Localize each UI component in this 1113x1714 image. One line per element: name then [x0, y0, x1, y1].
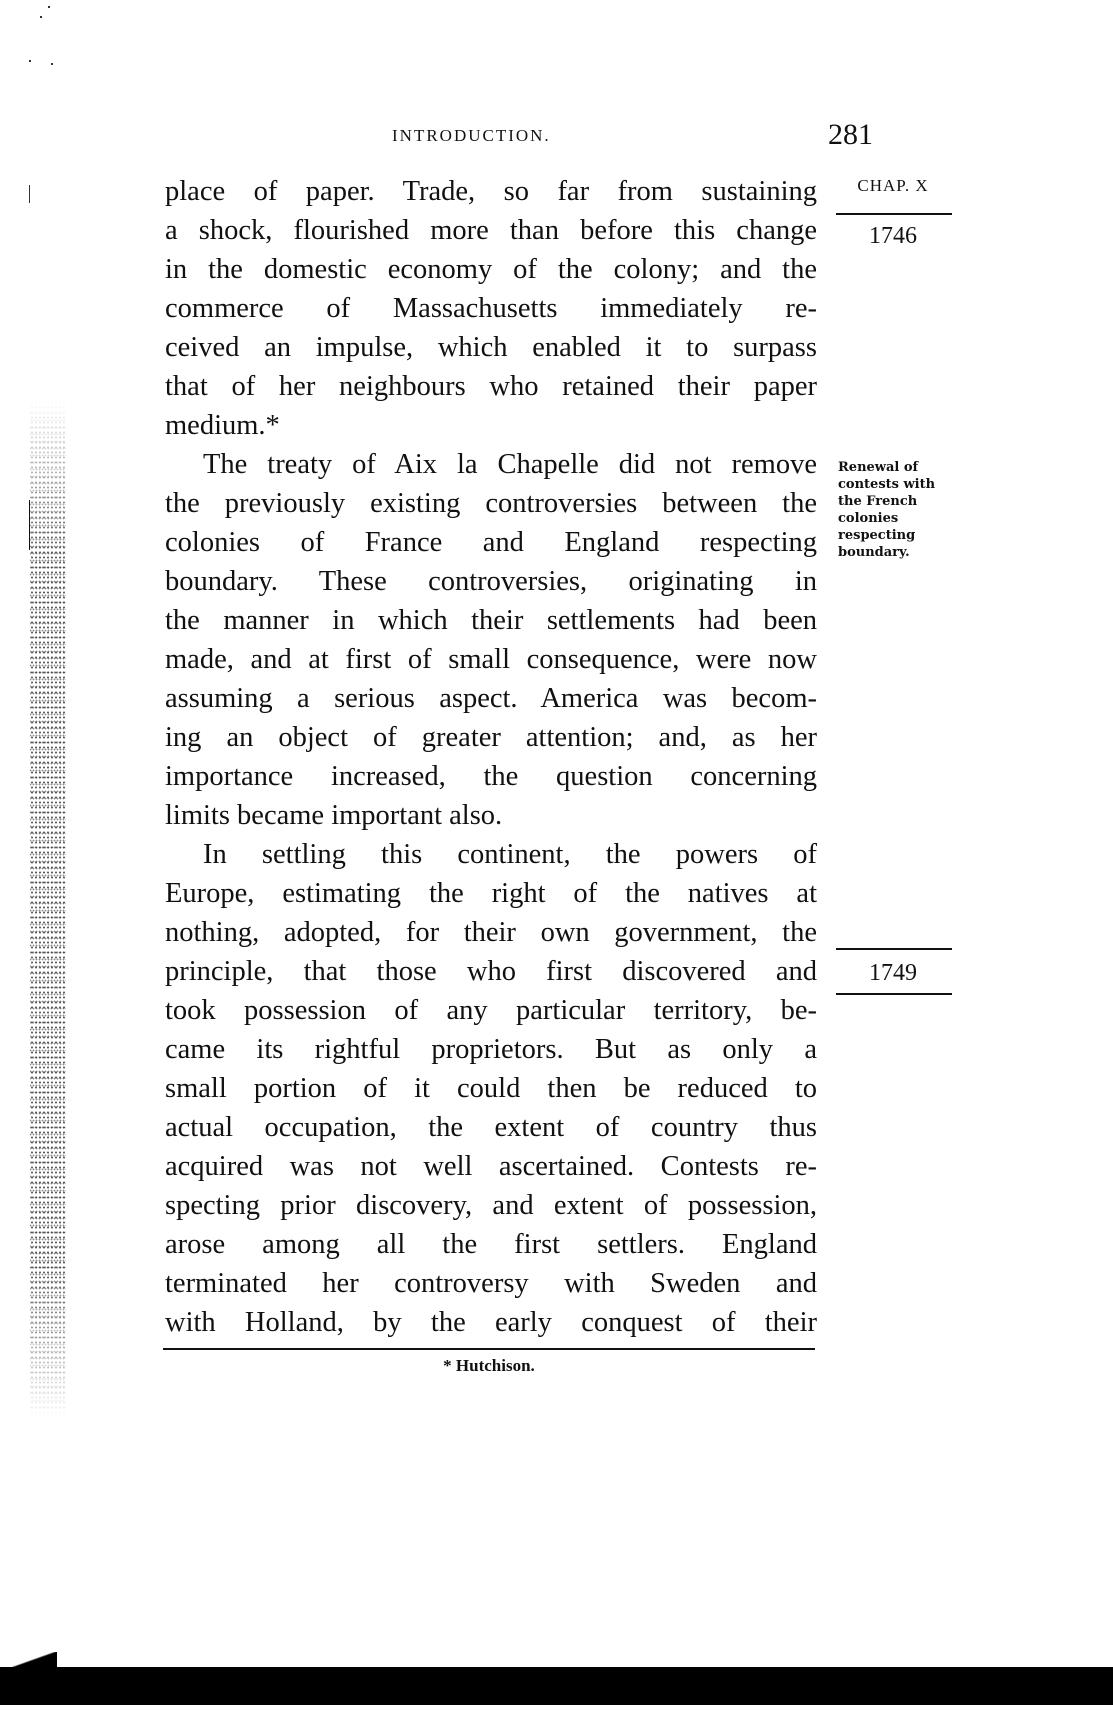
- gutter-mark: [29, 500, 30, 550]
- text-line: ing an object of greater attention; and, as her: [165, 722, 817, 753]
- running-head: [392, 126, 551, 146]
- text-line: arose among all the first settlers. England: [165, 1229, 817, 1260]
- running-title: INTRODUCTION.: [392, 126, 551, 145]
- margin-note-line: Renewal of: [838, 460, 919, 475]
- text-line: that of her neighbours who retained their paper: [165, 371, 817, 402]
- margin-year-1749: 1749: [869, 960, 917, 986]
- text-line: in the domestic economy of the colony; and the: [165, 254, 817, 285]
- margin-rule: [836, 993, 952, 995]
- text-line: place of paper. Trade, so far from sustaining: [165, 176, 817, 207]
- scan-speck: [29, 185, 30, 203]
- text-line: actual occupation, the extent of country thus: [165, 1112, 817, 1143]
- paragraph-start-line: In settling this continent, the powers of: [203, 839, 817, 870]
- text-line: Europe, estimating the right of the natives at: [165, 878, 817, 909]
- text-line: importance increased, the question concerning: [165, 761, 817, 792]
- margin-rule: [836, 948, 952, 950]
- text-line: limits became important also.: [165, 800, 503, 831]
- text-line: principle, that those who first discovered and: [165, 956, 817, 987]
- scan-speck: [51, 63, 53, 65]
- text-line: ceived an impulse, which enabled it to surpass: [165, 332, 817, 363]
- text-line: the manner in which their settlements had been: [165, 605, 817, 636]
- text-line: came its rightful proprietors. But as only a: [165, 1034, 817, 1065]
- text-line: specting prior discovery, and extent of possession,: [165, 1190, 817, 1221]
- footnote: * Hutchison.: [443, 1356, 535, 1375]
- page-number: 281: [828, 118, 873, 151]
- margin-year-1746: 1746: [869, 223, 917, 249]
- paragraph-start-line: The treaty of Aix la Chapelle did not remove: [203, 449, 817, 480]
- text-line: nothing, adopted, for their own government, the: [165, 917, 817, 948]
- text-line: terminated her controversy with Sweden and: [165, 1268, 817, 1299]
- margin-note-line: respecting: [838, 528, 916, 543]
- body-text: [165, 172, 817, 1342]
- text-line: made, and at first of small consequence, were now: [165, 644, 817, 675]
- margin-note-line: colonies: [838, 511, 899, 526]
- scan-bottom-edge: [0, 1667, 1113, 1705]
- margin-note-line: the French: [838, 494, 918, 509]
- margin-note-line: contests with: [838, 477, 936, 492]
- text-line: acquired was not well ascertained. Contests re-: [165, 1151, 817, 1182]
- text-line: boundary. These controversies, originating in: [165, 566, 817, 597]
- text-line: with Holland, by the early conquest of their: [165, 1307, 817, 1338]
- margin-note: [838, 459, 968, 561]
- margin-note-line: boundary.: [838, 545, 910, 560]
- text-line: took possession of any particular territory, be-: [165, 995, 817, 1026]
- text-line: medium.*: [165, 410, 280, 441]
- scan-speck: [40, 16, 42, 18]
- margin-chapter-label: CHAP. X: [857, 176, 929, 195]
- scan-speck: [48, 6, 50, 8]
- binding-gutter-shadow: [30, 400, 66, 1420]
- scan-speck: [29, 60, 31, 62]
- margin-rule: [836, 213, 952, 215]
- text-line: a shock, flourished more than before this change: [165, 215, 817, 246]
- text-line: assuming a serious aspect. America was becom-: [165, 683, 817, 714]
- footnote-rule: [163, 1348, 815, 1350]
- scan-edge-shadow: [12, 1652, 57, 1668]
- text-line: small portion of it could then be reduced to: [165, 1073, 817, 1104]
- text-line: the previously existing controversies between the: [165, 488, 817, 519]
- text-line: colonies of France and England respecting: [165, 527, 817, 558]
- text-line: commerce of Massachusetts immediately re-: [165, 293, 817, 324]
